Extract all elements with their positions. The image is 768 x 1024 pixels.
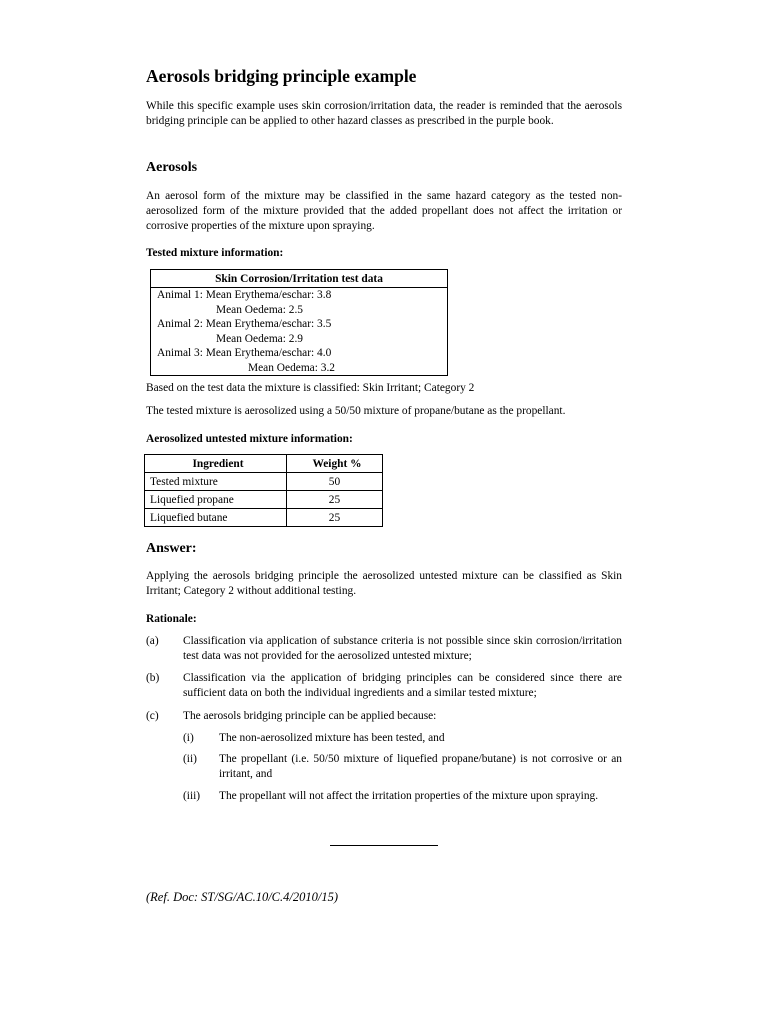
table-row: Mean Oedema: 3.2 [248, 361, 335, 374]
weight-header: Weight % [287, 455, 383, 473]
table-row: Animal 3: Mean Erythema/eschar: 4.0 [157, 347, 332, 359]
rationale-label: (c) [146, 710, 159, 722]
sub-item [183, 752, 622, 784]
rationale-text: Classification via application of substance criteria is not possible since skin corrosion/irritation test data was not provided for the aerosolized untested mixture; [183, 635, 622, 662]
table-row: Mean Oedema: 2.5 [216, 303, 303, 316]
weight-cell: 25 [287, 491, 383, 509]
test-table-header: Skin Corrosion/Irritation test data [151, 270, 448, 288]
sub-item-text: The propellant will not affect the irritation properties of the mixture upon spraying. [219, 790, 599, 802]
sub-item-text: The propellant (i.e. 50/50 mixture of liquefied propane/butane) is not corrosive or an irritant, and [219, 753, 622, 780]
rationale-label: (a) [146, 635, 159, 647]
table-row [145, 491, 383, 509]
table-row: Animal 1: Mean Erythema/eschar: 3.8 [157, 289, 332, 301]
ingredient-cell: Liquefied propane [145, 491, 287, 509]
reference-note: (Ref. Doc: ST/SG/AC.10/C.4/2010/15) [146, 890, 338, 904]
table-row: Animal 2: Mean Erythema/eschar: 3.5 [157, 318, 332, 330]
sub-item-label: (ii) [183, 753, 197, 765]
sub-item-label: (i) [183, 732, 194, 744]
table-row [145, 473, 383, 491]
sub-item [183, 731, 622, 747]
table-row [145, 509, 383, 527]
section-heading: Aerosols [146, 160, 198, 175]
table-row: Mean Oedema: 2.9 [216, 332, 303, 345]
rationale-text: Classification via the application of bridging principles can be considered since there are sufficient data on both the individual ingredients and a similar tested mixture; [183, 672, 622, 699]
sub-item-text: The non-aerosolized mixture has been tested, and [219, 732, 445, 744]
intro-paragraph: While this specific example uses skin corrosion/irritation data, the reader is reminded that the aerosols bridging principle can be applied to other hazard classes as prescribed in the purple book. [146, 100, 622, 127]
propellant-text: The tested mixture is aerosolized using a 50/50 mixture of propane/butane as the propellant. [146, 405, 566, 417]
answer-heading: Answer: [146, 541, 197, 556]
rationale-label: (b) [146, 672, 160, 684]
weight-cell: 50 [287, 473, 383, 491]
rationale-item [146, 709, 622, 725]
ingredient-header: Ingredient [145, 455, 287, 473]
tested-mixture-heading: Tested mixture information: [146, 247, 284, 259]
test-data-table [150, 269, 448, 376]
section-paragraph: An aerosol form of the mixture may be classified in the same hazard category as the tested non-aerosolized form of the mixture provided that the added propellant does not affect the irritation or corrosive properties of the mixture upon spraying. [146, 190, 622, 232]
untested-mixture-heading: Aerosolized untested mixture information: [146, 433, 353, 445]
sub-item [183, 789, 622, 821]
ingredients-table [144, 454, 383, 527]
rationale-heading: Rationale: [146, 613, 197, 625]
rationale-item [146, 671, 622, 703]
weight-cell: 25 [287, 509, 383, 527]
page-title: Aerosols bridging principle example [146, 66, 417, 86]
classification-text: Based on the test data the mixture is classified: Skin Irritant; Category 2 [146, 382, 475, 394]
ingredient-cell: Liquefied butane [145, 509, 287, 527]
divider [330, 845, 438, 846]
sub-item-label: (iii) [183, 790, 201, 802]
ingredient-cell: Tested mixture [145, 473, 287, 491]
rationale-text: The aerosols bridging principle can be applied because: [183, 710, 437, 722]
answer-paragraph: Applying the aerosols bridging principle the aerosolized untested mixture can be classified as Skin Irritant; Category 2 without additional testing. [146, 570, 622, 597]
rationale-item [146, 634, 622, 666]
